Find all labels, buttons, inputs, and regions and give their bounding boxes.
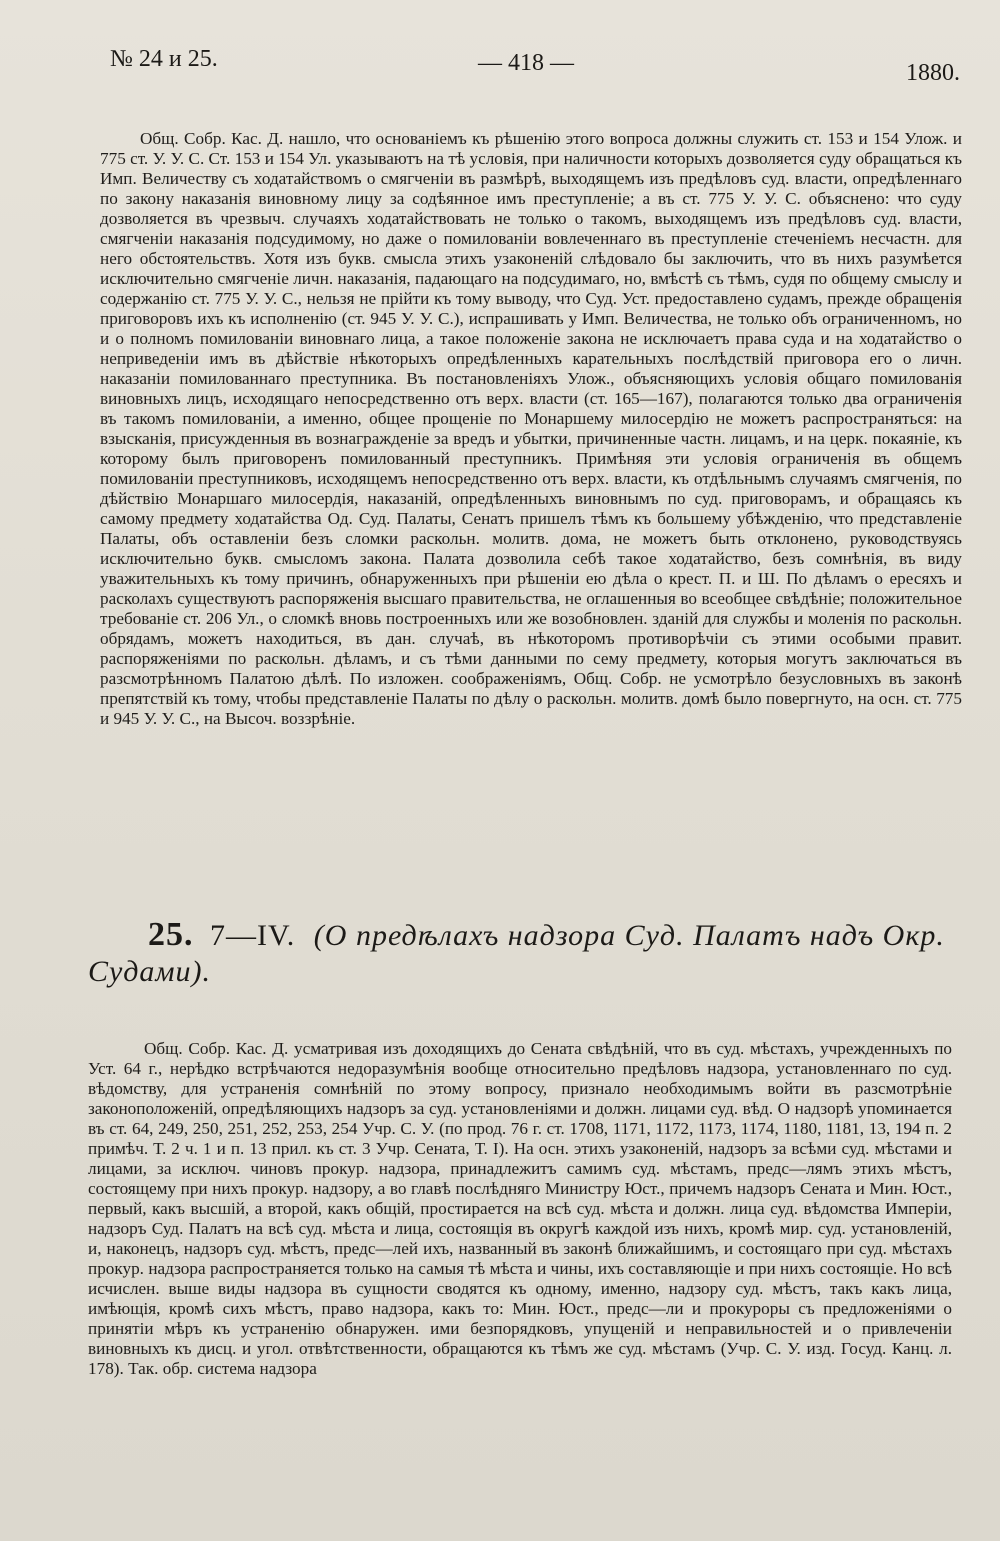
page-number: — 418 —	[478, 50, 574, 76]
page-header	[110, 42, 960, 92]
section-25-paragraph: Общ. Собр. Кас. Д. усматривая изъ доходящихъ до Сената свѣдѣній, что въ суд. мѣстахъ, учрежденныхъ по Уст. 64 г., нерѣдко встрѣчаются недоразумѣнія вообще относительно предѣловъ надзора, установленнаго по суд. вѣдомству, для устраненія сомнѣній по этому вопросу, признало необходимымъ войти въ разсмотрѣніе законоположеній, опредѣляющихъ надзоръ за суд. установленіями и должн. лицами суд. вѣд. О надзорѣ упоминается въ ст. 64, 249, 250, 251, 252, 253, 254 Учр. С. У. (по прод. 76 г. ст. 1708, 1171, 1172, 1173, 1174, 1180, 1181, 13, 194 п. 2 примѣч. Т. 2 ч. 1 и п. 13 прил. къ ст. 3 Учр. Сената, Т. I). На осн. этихъ узаконеній, надзоръ за всѣми суд. мѣстами и лицами, за исключ. чиновъ прокур. надзора, принадлежитъ самимъ суд. мѣстамъ, предс—лямъ этихъ мѣстъ, состоящему при нихъ прокур. надзору, а во главѣ послѣдняго Министру Юст., причемъ надзоръ Сената и Мин. Юст., первый, какъ высшій, а второй, какъ общій, простирается на всѣ суд. мѣста и должн. лица суд. вѣдомства Имперіи, надзоръ Суд. Палатъ на всѣ суд. мѣста и лица, состоящія въ округѣ каждой изъ нихъ, кромѣ мир. суд. установленій, и, наконецъ, надзоръ суд. мѣстъ, предс—лей ихъ, названный въ законѣ ближайшимъ, и состоящаго при суд. мѣстахъ прокур. надзора распространяется только на самыя тѣ мѣста и чины, ихъ составляющіе и при нихъ состоящіе. Но всѣ исчислен. выше виды надзора въ сущности сводятся къ одному, именно, надзору суд. мѣстъ, такъ какъ лица, имѣющія, кромѣ сихъ мѣстъ, право надзора, какъ то: Мин. Юст., предс—ли и прокуроры съ предложеніями о принятіи мѣръ къ устраненію обнаружен. ими безпорядковъ, упущеній и неправильностей и о привлеченіи виновныхъ къ дисц. и угол. отвѣтственности, обращаются къ тѣмъ же суд. мѣстамъ (Учр. С. У. изд. Госуд. Канц. л. 178). Так. обр. система надзора	[88, 1039, 952, 1379]
section-25-heading-line	[88, 916, 952, 955]
year: 1880.	[906, 60, 960, 86]
issue-number: № 24 и 25.	[110, 46, 218, 72]
section-25-date: 7—IV.	[210, 919, 296, 952]
section-24-paragraph: Общ. Собр. Кас. Д. нашло, что основаніемъ къ рѣшенію этого вопроса должны служить ст. 153 и 154 Улож. и 775 ст. У. У. С. Ст. 153 и 154 Ул. указываютъ на тѣ условія, при наличности которыхъ дозволяется суду обращаться къ Имп. Величеству съ ходатайствомъ о смягченіи въ размѣрѣ, выходящемъ изъ предѣловъ суд. власти, опредѣленнаго по закону наказанія виновному лицу за содѣянное имъ преступленіе; а въ ст. 775 У. У. С. объяснено: что суду дозволяется въ чрезвыч. случаяхъ ходатайствовать не только о такомъ, выходящемъ изъ предѣловъ суд. власти, смягченіи наказанія подсудимому, но даже о помилованіи вовлеченнаго въ преступленіе стеченіемъ несчастн. для него обстоятельствъ. Хотя изъ букв. смысла этихъ узаконеній слѣдовало бы заключить, что въ нихъ разумѣется исключительно смягченіе личн. наказанія, падающаго на подсудимаго, но, вмѣстѣ съ тѣмъ, судя по общему смыслу и содержанію ст. 775 У. У. С., нельзя не прійти къ тому выводу, что Суд. Уст. предоставлено судамъ, прежде обращенія приговоровъ ихъ къ исполненію (ст. 945 У. У. С.), испрашивать у Имп. Величества, не только объ ограниченномъ, но и о полномъ помилованіи виновнаго лица, а такое положеніе закона не исключаетъ права суда и на ходатайство о неприведеніи имъ въ дѣйствіе нѣкоторыхъ опредѣленныхъ карательныхъ послѣдствій приговора его о личн. наказаніи помилованнаго преступника. Въ постановленіяхъ Улож., объясняющихъ условія общаго помилованія виновныхъ лицъ, исходящаго непосредственно отъ верх. власти (ст. 165—167), полагаются только два ограниченія въ такомъ помилованіи, а именно, общее прощеніе по Монаршему милосердію не можетъ распространяться: на взысканія, присужденныя въ вознагражденіе за вредъ и убытки, причиненные частн. лицамъ, и на церк. покаяніе, къ которому былъ приговоренъ помилованный преступникъ. Примѣняя эти условія ограниченія въ общемъ помилованіи преступниковъ, исходящемъ непосредственно отъ верх. власти, къ отдѣльнымъ случаямъ смягченія, по дѣйствію Монаршаго милосердія, наказаній, опредѣленныхъ виновнымъ по суд. приговорамъ, и обращаясь къ самому предмету ходатайства Од. Суд. Палаты, Сенатъ пришелъ тѣмъ къ большему убѣжденію, что представленіе Палаты, объ оставленіи безъ сломки раскольн. молитв. дома, не можетъ быть отклонено, руководствуясь исключительно букв. смысломъ закона. Палата дозволила себѣ такое ходатайство, безъ сомнѣнія, въ виду уважительныхъ къ тому причинъ, обнаруженныхъ при рѣшеніи ею дѣла о крест. П. и Ш. По дѣламъ о ересяхъ и расколахъ существуютъ распоряженія высшаго правительства, не оглашенныя во всеобщее свѣдѣніе; положительное требованіе ст. 206 Ул., о сломкѣ вновь построенныхъ или же возобновлен. зданій для службы и моленія по раскольн. обрядамъ, можетъ находиться, въ дан. случаѣ, въ нѣкоторомъ противорѣчіи съ этими особыми правит. распоряженіями по раскольн. дѣламъ, и съ тѣми данными по сему предмету, которыя могутъ заключаться въ разсмотрѣнномъ Палатою дѣлѣ. По изложен. соображеніямъ, Общ. Собр. не усмотрѣло безусловныхъ въ законѣ препятствій къ тому, чтобы представленіе Палаты по дѣлу о раскольн. молитв. домѣ было повергнуто, на осн. ст. 775 и 945 У. У. С., на Высоч. воззрѣніе.	[100, 129, 962, 729]
section-25-title-line-1: (О предѣлахъ надзора Суд. Палатъ надъ Окр.	[313, 919, 945, 952]
section-25-number: 25.	[148, 916, 194, 953]
section-25-title-line-2: Судами).	[88, 955, 212, 988]
section-25-heading	[88, 916, 952, 989]
